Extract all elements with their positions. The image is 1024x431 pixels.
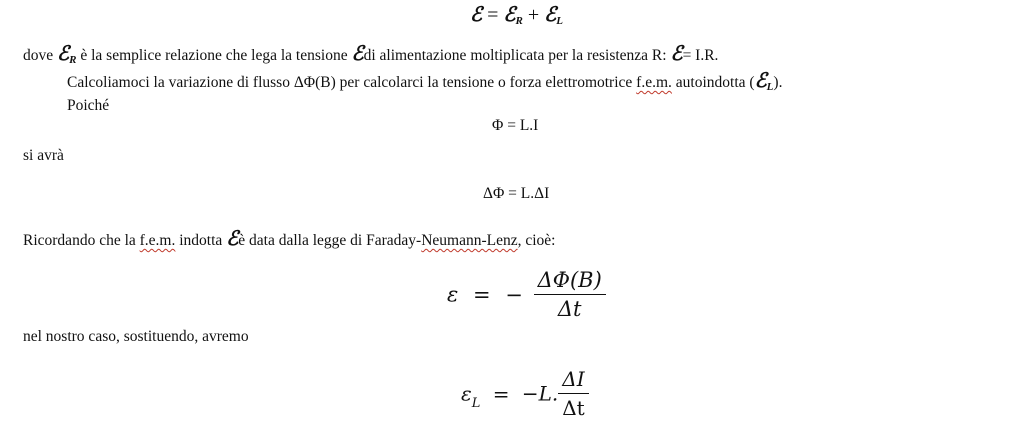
subscript: L [556,15,563,27]
text: , cioè: [517,232,556,249]
fraction [534,268,606,321]
paragraph-poiche: Poiché [67,97,110,114]
paragraph-nel-nostro-caso: nel nostro caso, sostituendo, avremo [23,328,249,345]
numerator: ΔΦ(B) [534,268,606,295]
paragraph-ricordando [23,230,555,250]
text: di alimentazione moltiplicata per la resistenza R: [363,47,667,64]
spellcheck-word: Neumann-Lenz [421,232,518,249]
emf-symbol: ℰ [544,4,557,26]
emf-symbol: ℰ [754,70,767,92]
equals-sign: = [492,381,510,406]
text: ). [773,74,783,91]
text: autoindotta ( [675,74,755,91]
coefficient: −L. [521,381,559,406]
plus-sign: + [527,4,540,26]
emf-symbol: ℰ [226,228,239,250]
spellcheck-word: f.e.m. [139,232,176,249]
subscript: R [515,15,523,27]
subscript: R [69,54,77,66]
fraction [558,367,588,420]
equation-flux: Φ = L.I [492,117,539,134]
paragraph-calcoliamoci [67,72,782,96]
emf-symbol: ℰ [57,43,70,65]
text: = I.R. [682,47,719,64]
subscript: L [471,396,481,411]
emf-symbol: ℰ [670,43,683,65]
emf-symbol: ε [461,381,472,406]
denominator: Δt [557,297,582,321]
equals-sign: = [472,282,491,307]
emf-symbol: ℰ [351,43,364,65]
denominator: Δt [562,396,585,420]
text: Calcoliamoci la variazione di flusso ΔΦ(B) per calcolarci la tensione o forza elettromotrice [67,74,633,91]
text: indotta [179,232,223,249]
paragraph-si-avra: si avrà [23,147,64,164]
text: è la semplice relazione che lega la tensione [80,47,348,64]
emf-symbol: ε [447,282,459,307]
equation-faraday [447,268,606,321]
equals-sign: = [487,4,499,26]
text: Ricordando che la [23,232,136,249]
spellcheck-word: f.e.m. [636,74,672,91]
subscript: L [766,81,774,93]
text: dove [23,47,54,64]
emf-symbol: ℰ [470,4,483,26]
minus-sign: − [505,282,523,307]
equation-delta-flux: ΔΦ = L.ΔI [483,185,550,202]
equation-self-induction [461,367,589,420]
emf-symbol: ℰ [503,4,516,26]
text: è data dalla legge di Faraday- [238,232,422,249]
paragraph-dove [23,45,718,69]
equation-emf-sum [470,2,563,27]
numerator: ΔI [558,367,588,394]
